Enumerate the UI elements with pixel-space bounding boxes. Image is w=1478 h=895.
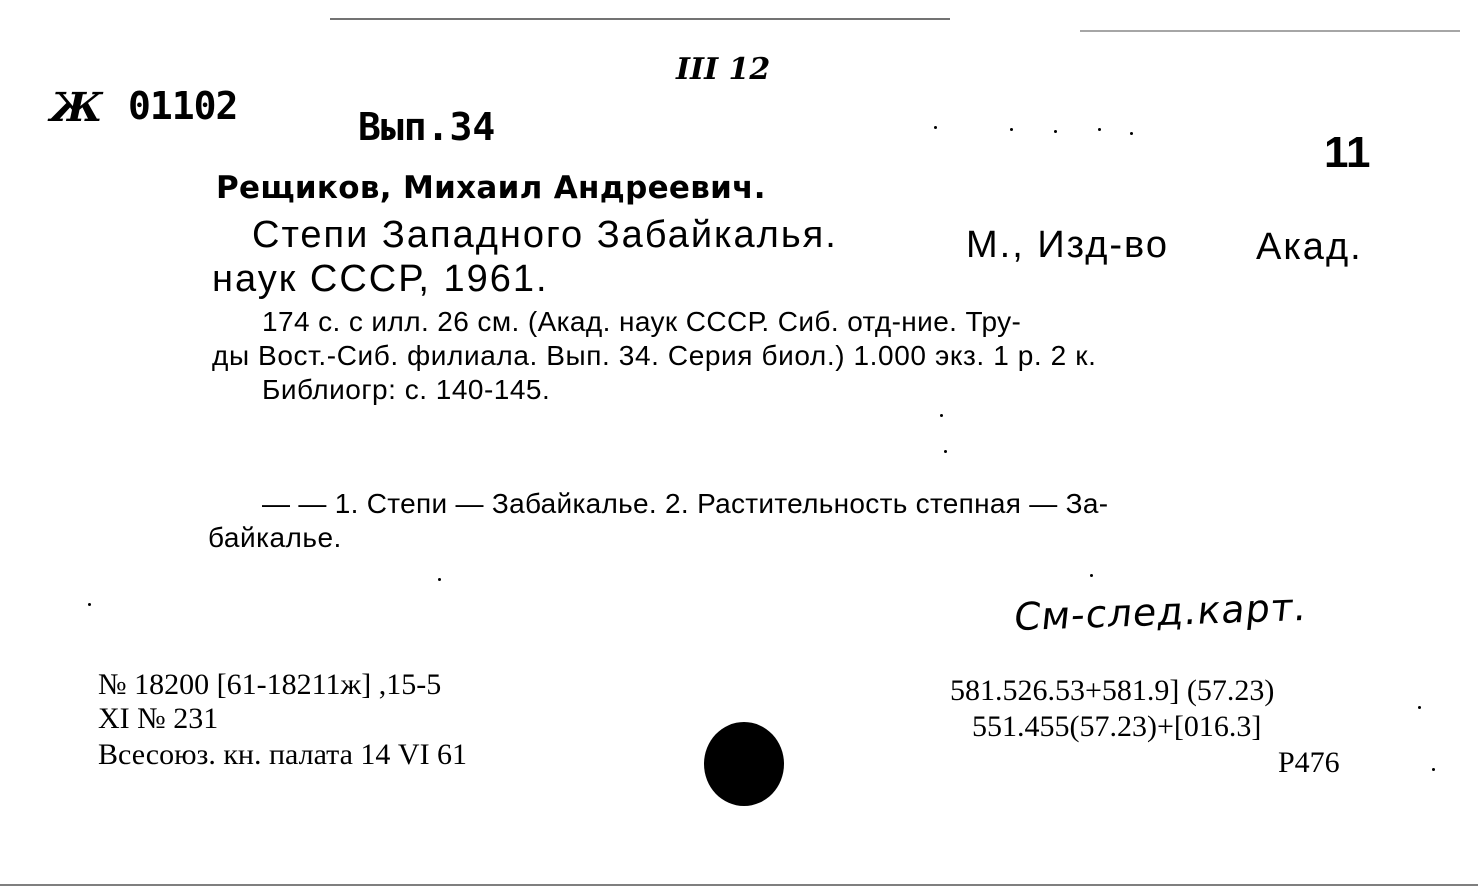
handwritten-see-next-card: См-след.карт.: [1011, 584, 1310, 640]
scan-speck: [1054, 130, 1057, 133]
title-publisher: М., Изд-во: [966, 224, 1169, 266]
subjects-line-1: — — 1. Степи — Забайкалье. 2. Растительность степная — За-: [262, 488, 1109, 519]
description-line-2: ды Вост.-Сиб. филиала. Вып. 34. Серия биол.) 1.000 экз. 1 р. 2 к.: [212, 340, 1097, 371]
scan-speck: [1010, 128, 1013, 131]
scan-speck: [1130, 132, 1133, 135]
scan-speck: [940, 414, 943, 417]
title-part-1: Степи Западного Забайкалья.: [252, 214, 838, 256]
bibliography-note: Библиогр: с. 140-145.: [262, 374, 551, 405]
punch-hole: [704, 722, 784, 806]
scan-speck: [88, 603, 91, 606]
scan-speck: [934, 126, 937, 129]
top-edge-line: [330, 18, 950, 20]
description-line-1: 174 с. с илл. 26 см. (Акад. наук СССР. Сиб. отд-ние. Тру-: [262, 306, 1022, 337]
page-number: 11: [1324, 128, 1371, 177]
title-publisher-academy: Акад.: [1256, 226, 1363, 268]
call-number: Р476: [1278, 746, 1340, 779]
footer-left-line-2: XI № 231: [98, 702, 219, 735]
footer-left-line-1: № 18200 [61-18211ж] ,15-5: [98, 668, 442, 701]
scan-speck: [1090, 574, 1093, 577]
scan-speck: [944, 450, 947, 453]
card-number: 01102: [128, 84, 238, 128]
footer-left-line-3: Всесоюз. кн. палата 14 VI 61: [98, 738, 468, 771]
bottom-edge-line: [0, 884, 1478, 886]
scan-speck: [1432, 768, 1435, 771]
classification-line-2: 551.455(57.23)+[016.3]: [972, 710, 1262, 743]
subjects-line-2: байкалье.: [208, 522, 342, 553]
scan-speck: [1418, 706, 1421, 709]
top-edge-line-right: [1080, 30, 1460, 32]
handwritten-shelf-mark: III 12: [676, 52, 771, 87]
author-heading: Рещиков, Михаил Андреевич.: [216, 170, 766, 206]
classification-line-1: 581.526.53+581.9] (57.23): [950, 674, 1275, 707]
title-line-2: наук СССР, 1961.: [212, 258, 549, 300]
corner-mark: Ж: [45, 84, 108, 131]
scan-speck: [438, 578, 441, 581]
scan-speck: [1098, 128, 1101, 131]
issue-number: Вып.34: [358, 105, 496, 149]
